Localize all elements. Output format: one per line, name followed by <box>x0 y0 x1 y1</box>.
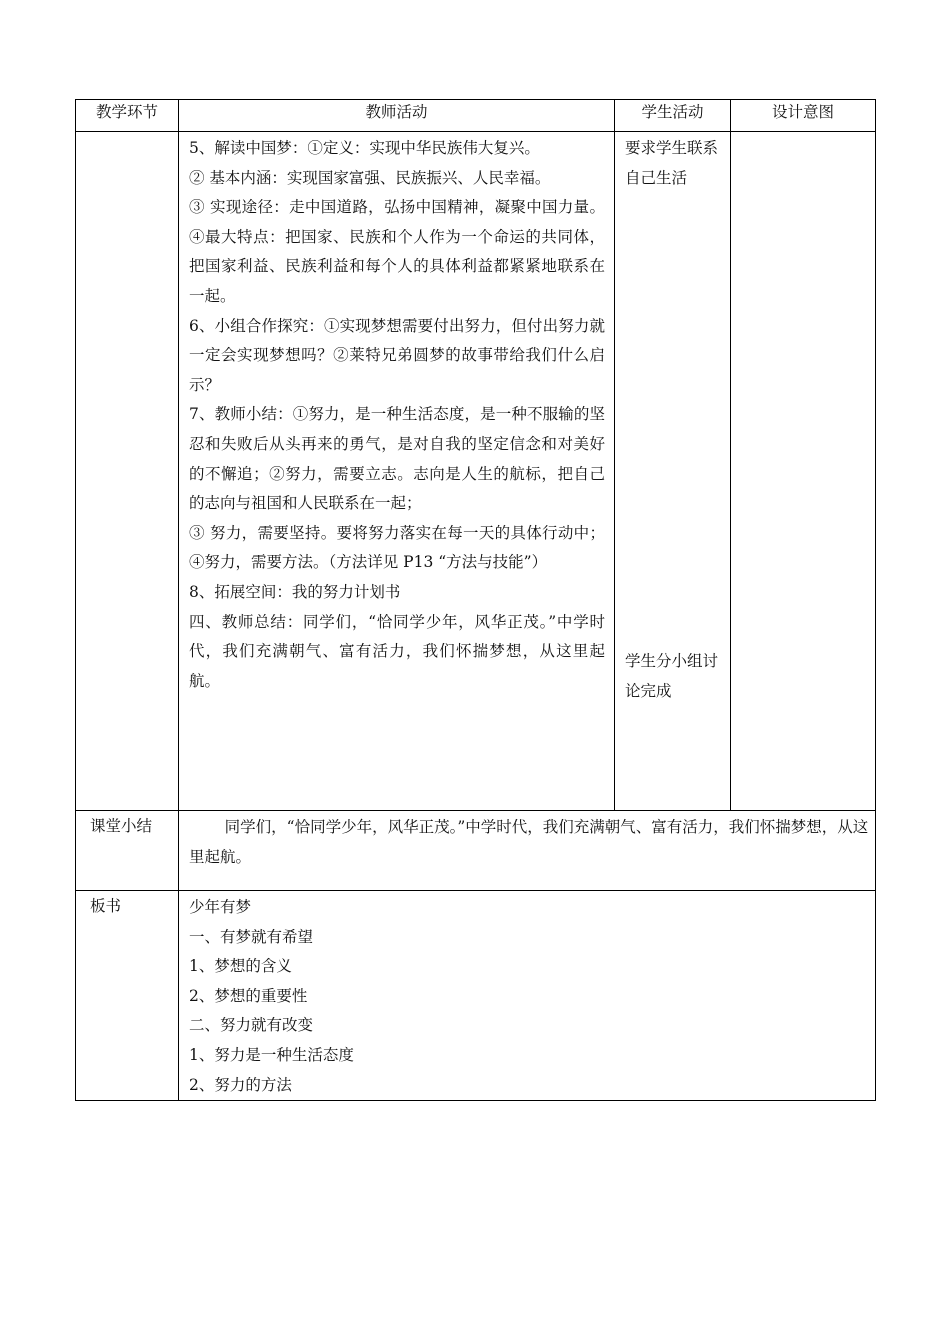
header-stage: 教学环节 <box>76 100 179 132</box>
board-line: 1、梦想的含义 <box>189 957 292 976</box>
header-row <box>76 100 876 132</box>
stage-cell <box>76 132 179 811</box>
header-design-intent: 设计意图 <box>731 100 876 132</box>
teacher-line: 四、教师总结：同学们，“恰同学少年，风华正茂。”中学时代，我们充满朝气、富有活力，我们怀揣梦想，从这里起航。 <box>189 612 605 690</box>
board-line: 一、有梦就有希望 <box>189 927 314 946</box>
board-line: 二、努力就有改变 <box>189 1016 314 1035</box>
board-line: 2、努力的方法 <box>189 1075 292 1094</box>
board-row <box>76 891 876 1101</box>
board-line: 2、梦想的重要性 <box>189 986 308 1005</box>
main-row <box>76 132 876 811</box>
design-intent-cell <box>731 132 876 811</box>
header-teacher-activity: 教师活动 <box>179 100 615 132</box>
board-label: 板书 <box>76 891 179 1101</box>
teacher-line: 6、小组合作探究：①实现梦想需要付出努力，但付出努力就一定会实现梦想吗？②莱特兄弟圆梦的故事带给我们什么启示？ <box>189 316 605 394</box>
student-activity-bottom: 学生分小组讨论完成 <box>625 652 719 700</box>
student-activity-top: 要求学生联系自己生活 <box>625 139 719 187</box>
board-line: 少年有梦 <box>189 898 252 916</box>
teacher-line: 8、拓展空间：我的努力计划书 <box>189 582 401 601</box>
teacher-line: 7、教师小结：①努力，是一种生活态度，是一种不服输的坚忍和失败后从头再来的勇气，是对自我的坚定信念和对美好的不懈追；②努力，需要立志。志向是人生的航标，把自己的志向与祖国和人民联系在一起； <box>189 405 605 513</box>
teacher-line: ③ 努力，需要坚持。要将努力落实在每一天的具体行动中；④努力，需要方法。（方法详见 P13 “方法与技能”） <box>189 523 605 572</box>
student-activity-cell <box>615 132 731 811</box>
teacher-activity-cell <box>179 132 615 811</box>
board-line: 1、努力是一种生活态度 <box>189 1045 354 1064</box>
header-student-activity: 学生活动 <box>615 100 731 132</box>
teacher-line: ③ 实现途径：走中国道路，弘扬中国精神，凝聚中国力量。④最大特点：把国家、民族和个人作为一个命运的共同体，把国家利益、民族利益和每个人的具体利益都紧紧地联系在一起。 <box>189 198 605 305</box>
summary-row <box>76 811 876 891</box>
teacher-line: 5、解读中国梦：①定义：实现中华民族伟大复兴。 <box>189 139 540 157</box>
summary-label: 课堂小结 <box>76 811 179 891</box>
teacher-line: ② 基本内涵：实现国家富强、民族振兴、人民幸福。 <box>189 168 551 187</box>
board-cell <box>179 891 876 1101</box>
summary-text: 同学们，“恰同学少年，风华正茂。”中学时代，我们充满朝气、富有活力，我们怀揣梦想，从这里起航。 <box>189 818 869 866</box>
lesson-plan-table <box>75 99 876 1101</box>
summary-cell <box>179 811 876 891</box>
